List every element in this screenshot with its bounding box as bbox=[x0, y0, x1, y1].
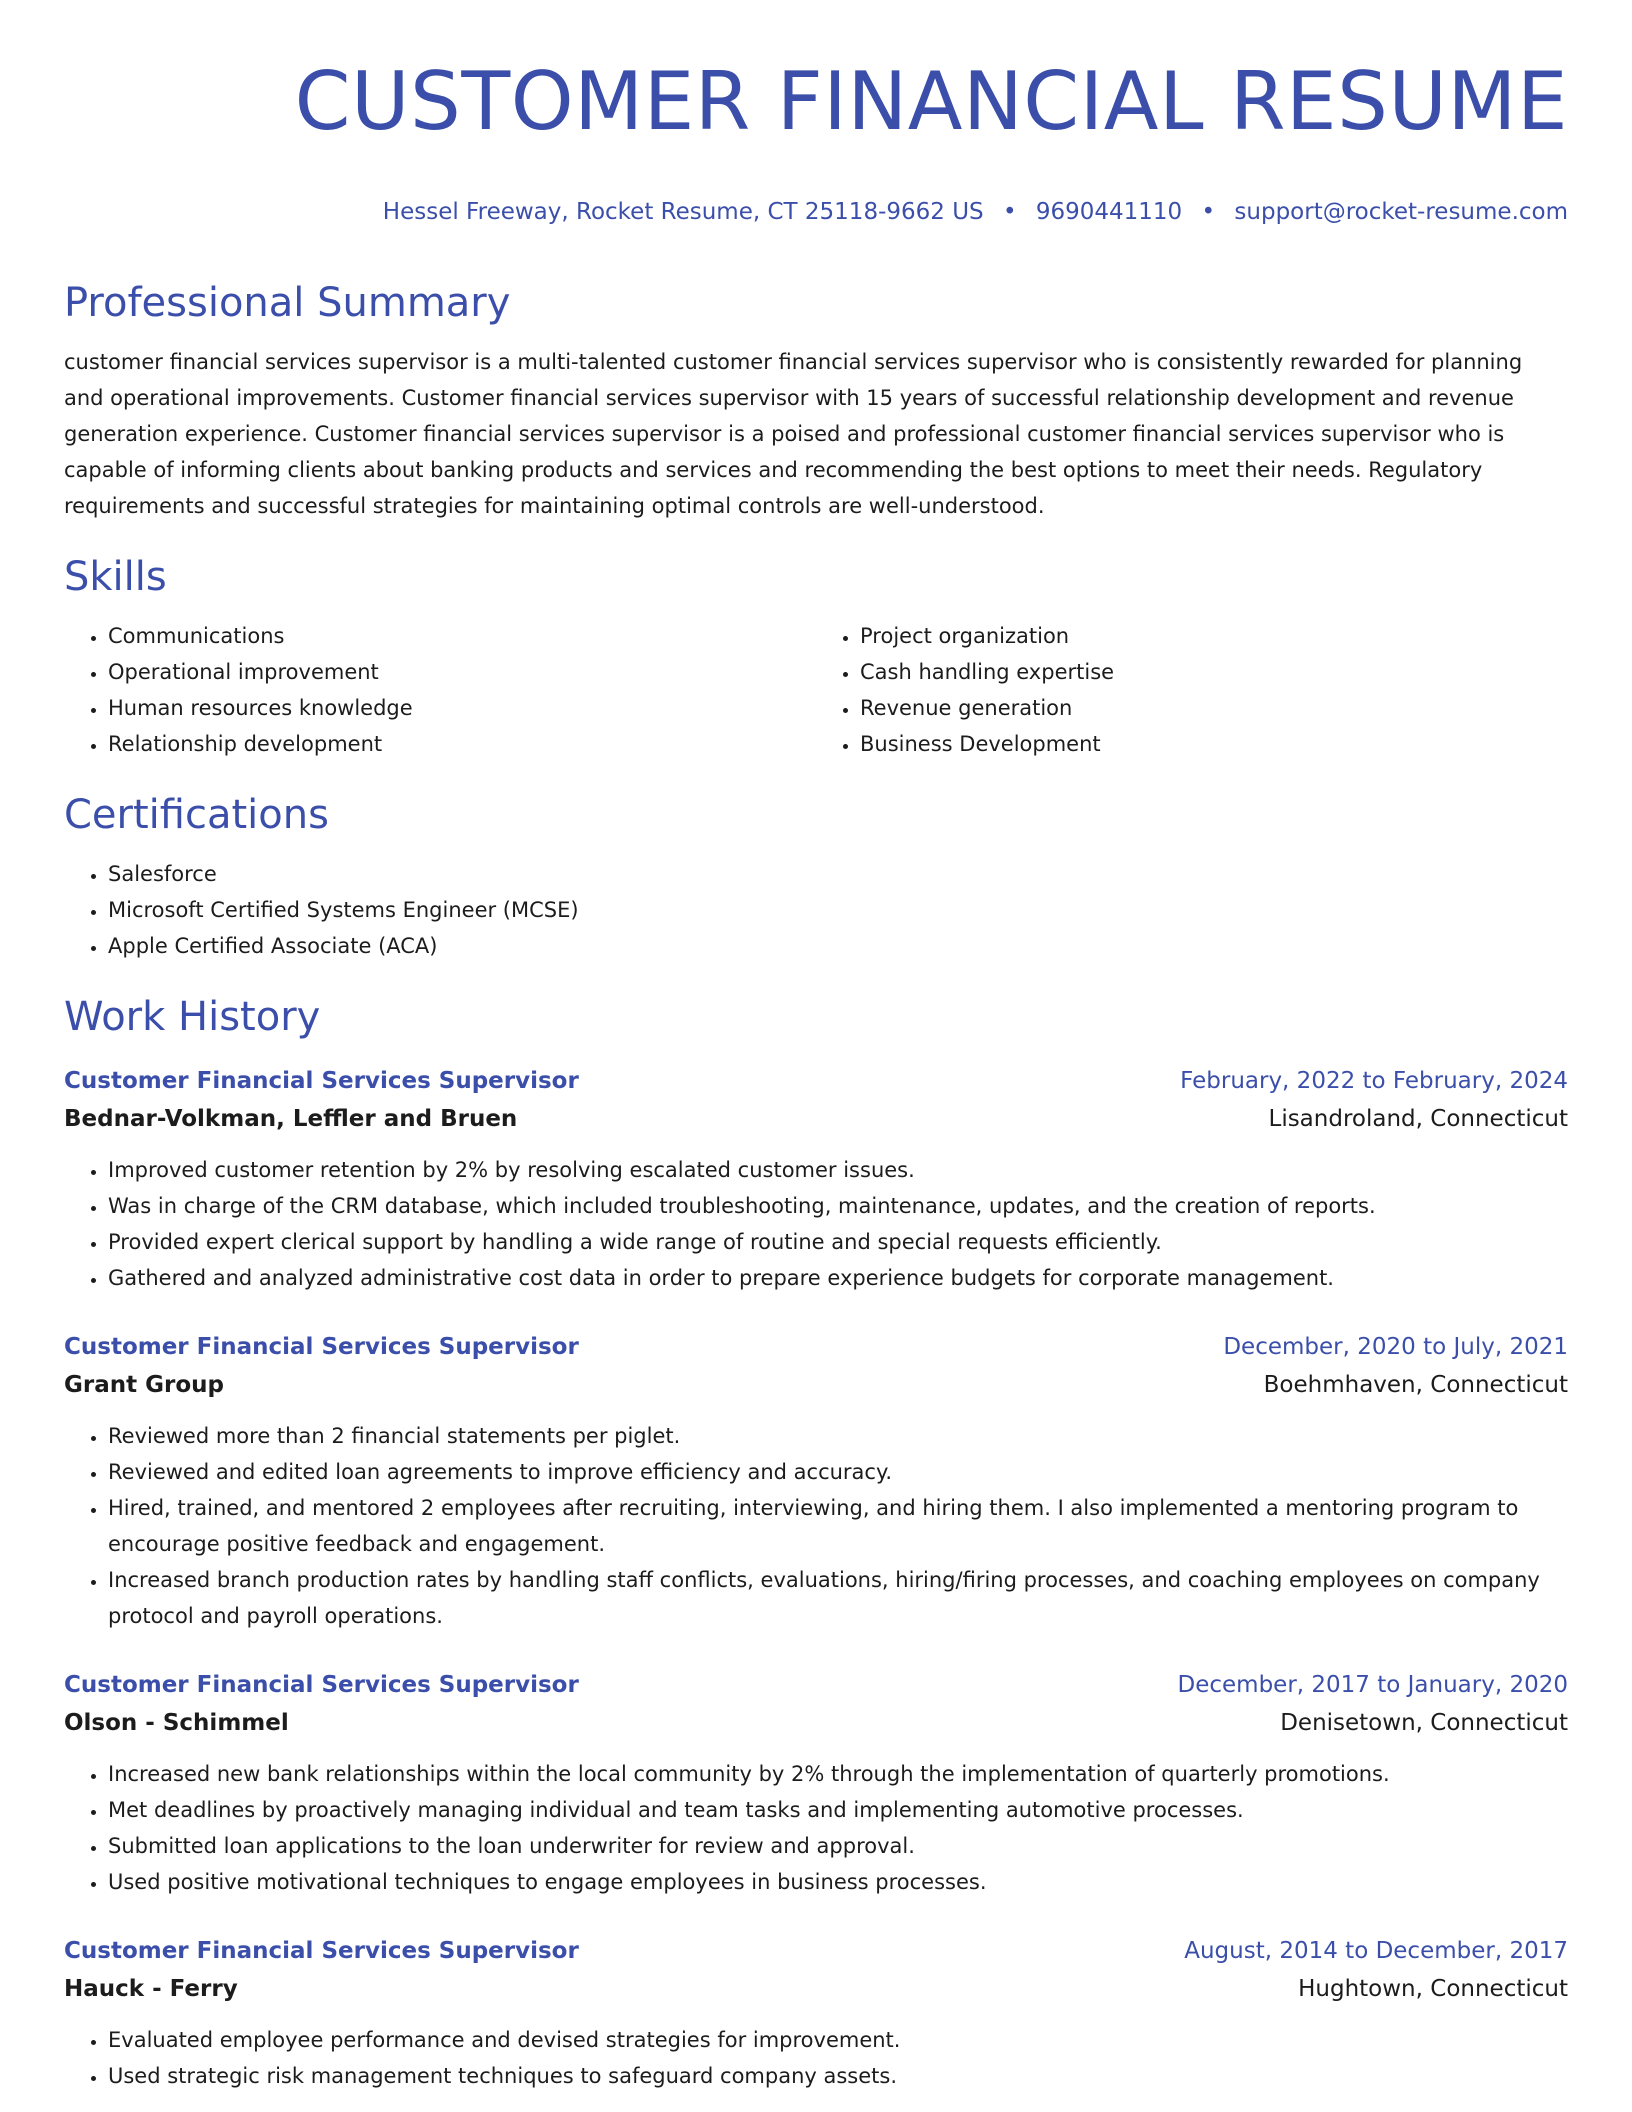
job-bullet: • Used positive motivational techniques to engage employees in business processes. bbox=[108, 1864, 1568, 1900]
job-location: Boehmhaven, Connecticut bbox=[1263, 1372, 1568, 1398]
separator-dot: • bbox=[1002, 199, 1017, 225]
job-entry bbox=[64, 1932, 1568, 2094]
job-role: Customer Financial Services Supervisor bbox=[64, 1672, 579, 1698]
skill-item: • Revenue generation bbox=[860, 690, 1568, 726]
address: Hessel Freeway, Rocket Resume, CT 25118-9662 US bbox=[382, 199, 984, 225]
work-history-heading: Work History bbox=[64, 994, 321, 1040]
job-bullet: • Increased new bank relationships within the local community by 2% through the implementation of quarterly promotions. bbox=[108, 1756, 1568, 1792]
phone-number: 9690441110 bbox=[1035, 199, 1183, 225]
certification-item: • Microsoft Certified Systems Engineer (MCSE) bbox=[108, 892, 1568, 928]
skill-item: • Communications bbox=[108, 618, 816, 654]
skill-item: • Relationship development bbox=[108, 726, 816, 762]
job-location: Denisetown, Connecticut bbox=[1280, 1710, 1568, 1736]
job-bullets bbox=[64, 1152, 1568, 1296]
job-bullet: • Gathered and analyzed administrative cost data in order to prepare experience budgets for corporate management. bbox=[108, 1260, 1568, 1296]
certification-item: • Apple Certified Associate (ACA) bbox=[108, 928, 1568, 964]
job-bullet: • Reviewed more than 2 financial statements per piglet. bbox=[108, 1418, 1568, 1454]
job-role: Customer Financial Services Supervisor bbox=[64, 1068, 579, 1094]
job-entry bbox=[64, 1328, 1568, 1634]
job-company: Hauck - Ferry bbox=[64, 1976, 238, 2002]
job-bullet: • Was in charge of the CRM database, which included troubleshooting, maintenance, updates, and the creation of reports. bbox=[108, 1188, 1568, 1224]
contact-line bbox=[64, 196, 1568, 228]
email-address: support@rocket-resume.com bbox=[1234, 199, 1568, 225]
job-bullet: • Improved customer retention by 2% by resolving escalated customer issues. bbox=[108, 1152, 1568, 1188]
job-role: Customer Financial Services Supervisor bbox=[64, 1334, 579, 1360]
job-bullet: • Used strategic risk management techniques to safeguard company assets. bbox=[108, 2058, 1568, 2094]
job-company: Olson - Schimmel bbox=[64, 1710, 289, 1736]
job-bullet: • Met deadlines by proactively managing individual and team tasks and implementing automotive processes. bbox=[108, 1792, 1568, 1828]
resume-title: CUSTOMER FINANCIAL RESUME bbox=[294, 55, 1568, 148]
job-dates: February, 2022 to February, 2024 bbox=[1180, 1068, 1568, 1094]
certifications-heading: Certifications bbox=[64, 792, 329, 838]
job-entry bbox=[64, 1062, 1568, 1296]
job-entry bbox=[64, 1666, 1568, 1900]
job-bullets bbox=[64, 1418, 1568, 1634]
skill-item: • Project organization bbox=[860, 618, 1568, 654]
job-location: Hughtown, Connecticut bbox=[1298, 1976, 1568, 2002]
resume-page bbox=[64, 0, 1568, 2094]
separator-dot: • bbox=[1201, 199, 1216, 225]
skills-list-left bbox=[64, 618, 816, 762]
job-role: Customer Financial Services Supervisor bbox=[64, 1938, 579, 1964]
job-dates: December, 2017 to January, 2020 bbox=[1177, 1672, 1568, 1698]
job-location: Lisandroland, Connecticut bbox=[1268, 1106, 1568, 1132]
skills-columns bbox=[64, 618, 1568, 762]
job-bullet: • Provided expert clerical support by handling a wide range of routine and special requests efficiently. bbox=[108, 1224, 1568, 1260]
job-bullet: • Hired, trained, and mentored 2 employees after recruiting, interviewing, and hiring them. I also implemented a mentoring program to encourage positive feedback and engagement. bbox=[108, 1490, 1568, 1562]
job-bullet: • Increased branch production rates by handling staff conflicts, evaluations, hiring/firing processes, and coaching employees on company protocol and payroll operations. bbox=[108, 1562, 1568, 1634]
job-dates: December, 2020 to July, 2021 bbox=[1223, 1334, 1568, 1360]
skills-heading: Skills bbox=[64, 554, 167, 600]
job-bullets bbox=[64, 1756, 1568, 1900]
skill-item: • Business Development bbox=[860, 726, 1568, 762]
job-bullet: • Submitted loan applications to the loan underwriter for review and approval. bbox=[108, 1828, 1568, 1864]
skill-item: • Operational improvement bbox=[108, 654, 816, 690]
job-bullet: • Evaluated employee performance and devised strategies for improvement. bbox=[108, 2022, 1568, 2058]
certification-item: • Salesforce bbox=[108, 856, 1568, 892]
summary-heading: Professional Summary bbox=[64, 280, 511, 326]
skill-item: • Human resources knowledge bbox=[108, 690, 816, 726]
job-dates: August, 2014 to December, 2017 bbox=[1184, 1938, 1568, 1964]
job-company: Bednar-Volkman, Leffler and Bruen bbox=[64, 1106, 518, 1132]
job-company: Grant Group bbox=[64, 1372, 224, 1398]
job-bullets bbox=[64, 2022, 1568, 2094]
job-bullet: • Reviewed and edited loan agreements to improve efficiency and accuracy. bbox=[108, 1454, 1568, 1490]
skill-item: • Cash handling expertise bbox=[860, 654, 1568, 690]
summary-text: customer financial services supervisor is a multi-talented customer financial services supervisor who is consistently rewarded for planning and operational improvements. Customer financial services supervisor with 15 years of successful relationship development and revenue generation experience. Customer financial services supervisor is a poised and professional customer financial services supervisor who is capable of informing clients about banking products and services and recommending the best options to meet their needs. Regulatory requirements and successful strategies for maintaining optimal controls are well-understood. bbox=[64, 350, 1523, 518]
certifications-list bbox=[64, 856, 1568, 964]
skills-list-right bbox=[816, 618, 1568, 762]
